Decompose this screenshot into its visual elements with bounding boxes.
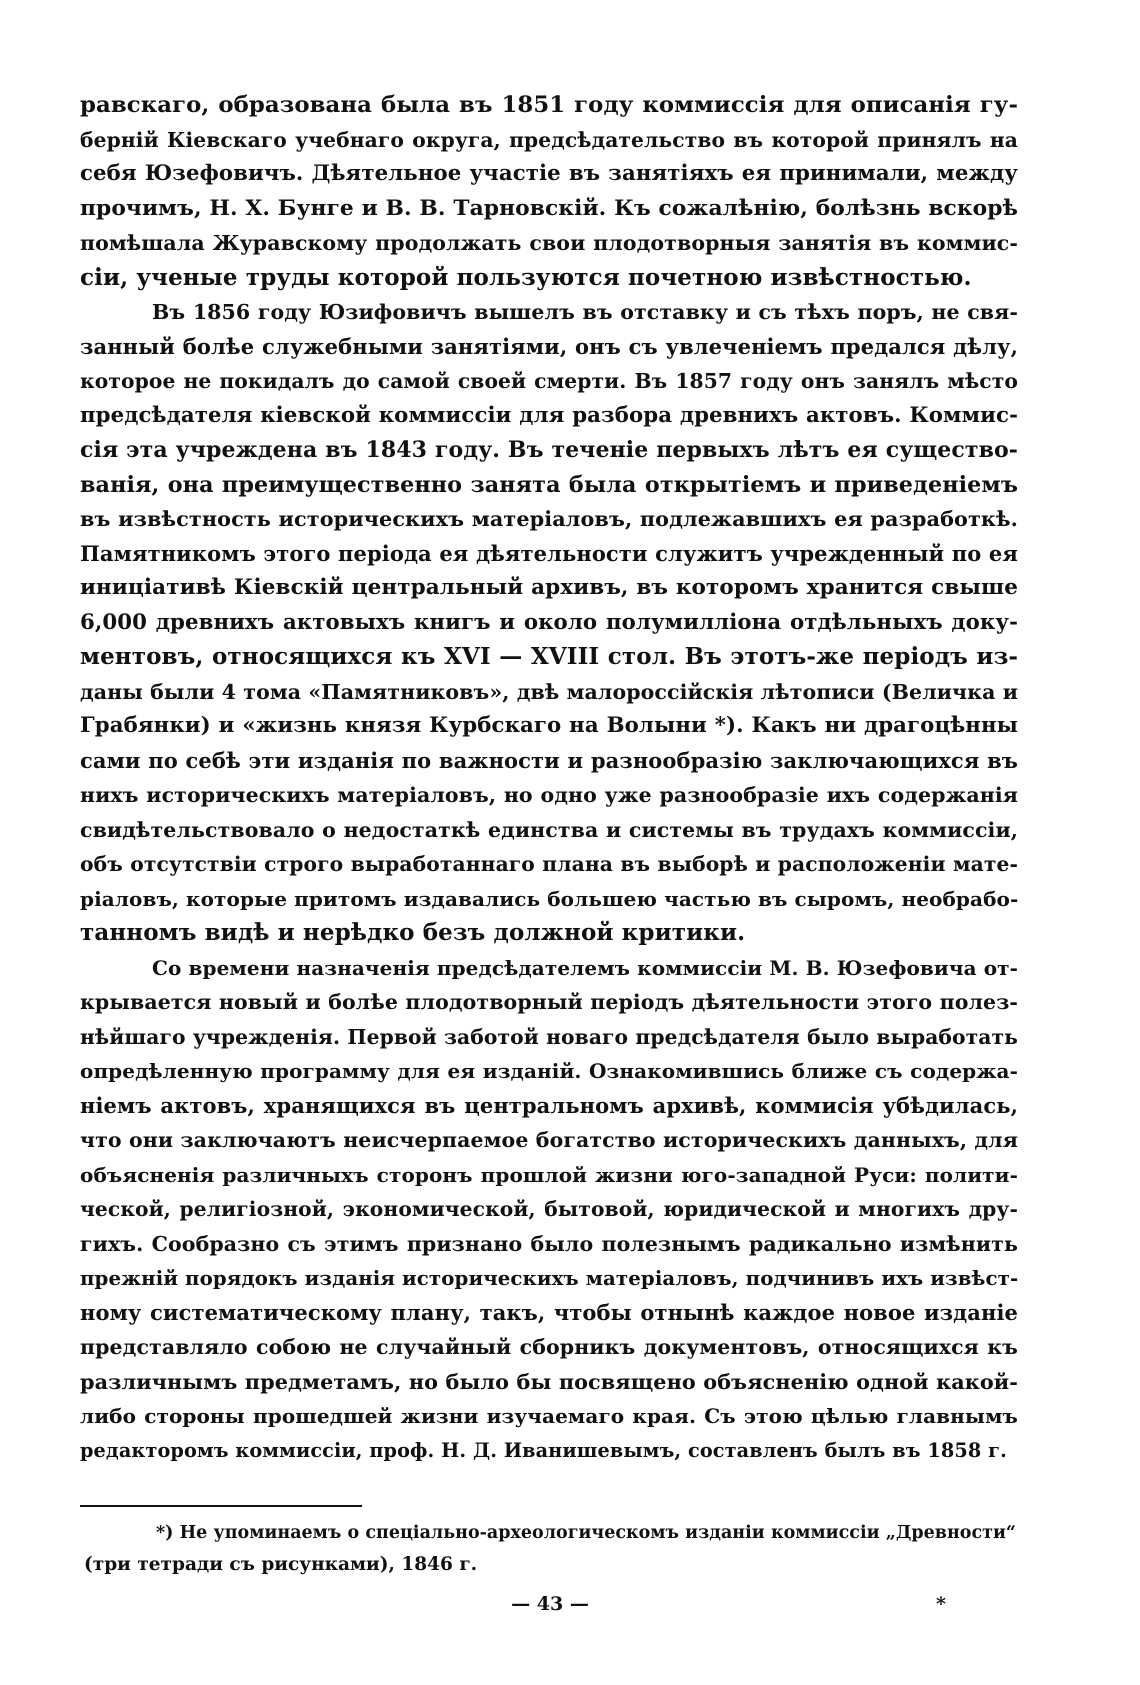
text-line: въ извѣстность историческихъ матеріаловъ, подлежавшихъ ея разработкѣ. xyxy=(80,507,1018,531)
text-line: объясненія различныхъ сторонъ прошлой жизни юго-западной Руси: полити- xyxy=(80,1162,1018,1187)
text-line: прежній порядокъ изданія историческихъ матеріаловъ, подчинивъ ихъ извѣст- xyxy=(80,1266,1019,1290)
text-line: ческой, религіозной, экономической, бытовой, юридической и многихъ дру- xyxy=(80,1197,1018,1221)
text-line: иниціативѣ Кіевскій центральный архивъ, въ которомъ хранится свыше xyxy=(80,575,1018,600)
text-line: объ отсутствіи строго выработаннаго плана въ выборѣ и расположеніи мате- xyxy=(80,852,1018,876)
page-body xyxy=(80,88,1018,1468)
text-line: что они заключаютъ неисчерпаемое богатство историческихъ данныхъ, для xyxy=(80,1128,1018,1152)
text-line: свидѣтельствовало о недостаткѣ единства и системы въ трудахъ коммиссіи, xyxy=(80,817,1018,842)
text-line: ванія, она преимущественно занята была открытіемъ и приведеніемъ xyxy=(80,471,1018,498)
text-line: ніемъ актовъ, хранящихся въ центральномъ архивѣ, коммисія убѣдилась, xyxy=(80,1092,1018,1118)
footnote xyxy=(84,1518,1016,1580)
footnote-divider xyxy=(80,1505,362,1507)
text-line: себя Юзефовичъ. Дѣятельное участіе въ занятіяхъ ея принимали, между xyxy=(80,161,1018,186)
text-line: ментовъ, относящихся къ XVI — XVIII стол. Въ этотъ-же періодъ из- xyxy=(80,643,1018,670)
text-line: Со времени назначенія предсѣдателемъ коммиссіи М. В. Юзефовича от- xyxy=(152,955,1019,980)
text-line: прочимъ, Н. Х. Бунге и В. В. Тарновскій. Къ сожалѣнію, болѣзнь вскорѣ xyxy=(80,195,1018,221)
text-line: предсѣдателя кіевской коммиссіи для разбора древнихъ актовъ. Коммис- xyxy=(80,402,1018,428)
text-line: нихъ историческихъ матеріаловъ, но одно уже разнообразіе ихъ содержанія xyxy=(80,783,1018,807)
text-line: ному систематическому плану, такъ, чтобы отнынѣ каждое новое изданіе xyxy=(80,1299,1018,1325)
text-line: представляло собою не случайный сборникъ документовъ, относящихся къ xyxy=(80,1335,1018,1359)
text-line: Памятникомъ этого періода ея дѣятельности служитъ учрежденный по ея xyxy=(80,540,1018,566)
text-line: гихъ. Сообразно съ этимъ признано было полезнымъ радикально измѣнить xyxy=(80,1231,1018,1256)
footnote-line: *) Не упоминаемъ о спеціально-археологическомъ изданіи коммиссіи „Древности“ xyxy=(156,1523,1016,1543)
text-line: занный болѣе служебными занятіями, онъ съ увлеченіемъ предался дѣлу, xyxy=(80,333,1018,359)
text-line: сіи, ученые труды которой пользуются почетною извѣстностью. xyxy=(80,263,972,291)
text-line: редакторомъ коммиссіи, проф. Н. Д. Иванишевымъ, составленъ былъ въ 1858 г. xyxy=(80,1438,1007,1462)
text-line: сами по себѣ эти изданія по важности и разнообразію заключающихся въ xyxy=(80,747,1018,773)
paragraph-1 xyxy=(80,88,1018,295)
text-line: 6,000 древнихъ актовыхъ книгъ и около полумилліона отдѣльныхъ доку- xyxy=(80,609,1018,635)
paragraph-2 xyxy=(80,295,1018,951)
text-line: Въ 1856 году Юзифовичъ вышелъ въ отставку и съ тѣхъ поръ, не свя- xyxy=(152,300,1018,324)
text-line: различнымъ предметамъ, но было бы посвящено объясненію одной какой- xyxy=(80,1369,1018,1394)
paragraph-3 xyxy=(80,951,1018,1469)
text-line: помѣшала Журавскому продолжать свои плодотворныя занятія въ коммис- xyxy=(80,231,1018,255)
text-line: танномъ видѣ и нерѣдко безъ должной критики. xyxy=(80,919,746,946)
text-line: сія эта учреждена въ 1843 году. Въ теченіе первыхъ лѣтъ ея существо- xyxy=(80,437,1018,463)
footnote-line: (три тетради съ рисунками), 1846 г. xyxy=(84,1554,478,1575)
text-line: крывается новый и болѣе плодотворный періодъ дѣятельности этого полез- xyxy=(80,990,1018,1014)
text-line: либо стороны прошедшей жизни изучаемаго края. Съ этою цѣлью главнымъ xyxy=(80,1404,1018,1428)
text-line: которое не покидалъ до самой своей смерти. Въ 1857 году онъ занялъ мѣсто xyxy=(80,369,1018,393)
page-number: — 43 — xyxy=(511,1593,589,1615)
text-line: равскаго, образована была въ 1851 году коммиссія для описанія гу- xyxy=(80,92,1018,118)
text-line: ріаловъ, которые притомъ издавались большею частью въ сыромъ, необрабо- xyxy=(80,886,1019,911)
text-line: нѣйшаго учрежденія. Первой заботой новаго предсѣдателя было выработать xyxy=(80,1024,1018,1049)
text-line: берній Кіевскаго учебнаго округа, предсѣдательство въ которой принялъ на xyxy=(80,127,1018,152)
text-line: Грабянки) и «жизнь князя Курбскаго на Волыни *). Какъ ни драгоцѣнны xyxy=(80,713,1018,738)
text-line: даны были 4 тома «Памятниковъ», двѣ малороссійскія лѣтописи (Величка и xyxy=(80,679,1018,704)
text-line: опредѣленную программу для ея изданій. Ознакомившись ближе съ содержа- xyxy=(80,1059,1018,1083)
margin-mark: * xyxy=(936,1593,946,1615)
